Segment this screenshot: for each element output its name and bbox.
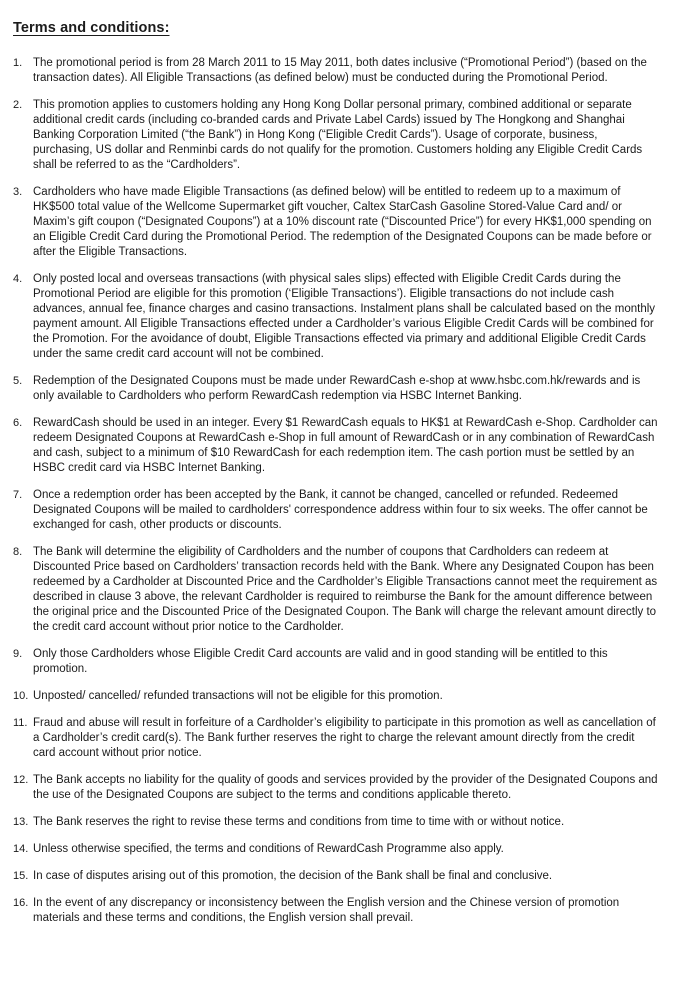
list-item bbox=[13, 488, 660, 533]
list-item bbox=[13, 869, 660, 884]
list-item bbox=[13, 716, 660, 761]
terms-list bbox=[13, 56, 660, 926]
page-title: Terms and conditions: bbox=[13, 20, 170, 36]
list-item bbox=[13, 647, 660, 677]
item-text: Cardholders who have made Eligible Transactions (as defined below) will be entitled to redeem up to a maximum of HK$500 total value of the Wellcome Supermarket gift voucher, Caltex StarCash Gasoline Stored-Value Card and/ or Maxim’s gift coupon (“Designated Coupons”) at a 10% discount rate (“Discounted Price”) for every HK$1,000 spending on an Eligible Credit Card during the Promotional Period. The redemption of the Designated Coupons can be made before or after the Eligible Transactions. bbox=[33, 186, 652, 258]
list-item bbox=[13, 56, 660, 86]
list-item bbox=[13, 98, 660, 173]
item-number: 4. bbox=[13, 273, 23, 285]
item-number: 8. bbox=[13, 546, 23, 558]
item-text: Only those Cardholders whose Eligible Credit Card accounts are valid and in good standing will be entitled to this promotion. bbox=[33, 648, 608, 675]
item-number: 5. bbox=[13, 375, 23, 387]
item-text: Only posted local and overseas transactions (with physical sales slips) effected with Eligible Credit Cards during the Promotional Period are eligible for this promotion (‘Eligible Transactions’). Eligible transactions do not include cash advances, annual fee, finance charges and casino transactions. Instalment plans shall be calculated based on the monthly payment amount. All Eligible Transactions effected under a Cardholder’s various Eligible Credit Cards will be combined for the Promotion. For the avoidance of doubt, Eligible Transactions effected via primary and additional Eligible Credit Cards under the same credit card account will not be combined. bbox=[33, 273, 656, 360]
item-text: This promotion applies to customers holding any Hong Kong Dollar personal primary, combined additional or separate additional credit cards (including co-branded cards and Private Label Cards) issued by The Hongkong and Shanghai Banking Corporation Limited (“the Bank”) in Hong Kong (“Eligible Credit Cards”). Usage of corporate, business, purchasing, US dollar and Renminbi cards do not qualify for the promotion. Customers holding any Eligible Credit Cards shall be referred to as the “Cardholders”. bbox=[33, 99, 643, 171]
item-number: 15. bbox=[13, 870, 29, 882]
item-number: 7. bbox=[13, 489, 23, 501]
list-item bbox=[13, 185, 660, 260]
list-item bbox=[13, 272, 660, 362]
item-number: 14. bbox=[13, 843, 29, 855]
item-number: 1. bbox=[13, 57, 23, 69]
item-number: 6. bbox=[13, 417, 23, 429]
list-item bbox=[13, 896, 660, 926]
list-item bbox=[13, 416, 660, 476]
item-number: 11. bbox=[13, 717, 28, 729]
item-number: 3. bbox=[13, 186, 23, 198]
item-text: Unless otherwise specified, the terms and conditions of RewardCash Programme also apply. bbox=[33, 843, 504, 855]
item-number: 13. bbox=[13, 816, 29, 828]
item-text: In the event of any discrepancy or inconsistency between the English version and the Chinese version of promotion materials and these terms and conditions, the English version shall prevail. bbox=[33, 897, 620, 924]
item-number: 12. bbox=[13, 774, 29, 786]
item-text: Unposted/ cancelled/ refunded transactions will not be eligible for this promotion. bbox=[33, 690, 443, 702]
list-item bbox=[13, 842, 660, 857]
list-item bbox=[13, 815, 660, 830]
item-text: Fraud and abuse will result in forfeiture of a Cardholder’s eligibility to participate in this promotion as well as cancellation of a Cardholder’s credit card(s). The Bank further reserves the right to charge the relevant amount directly from the credit card account without prior notice. bbox=[33, 717, 656, 759]
list-item bbox=[13, 374, 660, 404]
item-number: 16. bbox=[13, 897, 29, 909]
item-number: 2. bbox=[13, 99, 23, 111]
item-number: 9. bbox=[13, 648, 23, 660]
list-item bbox=[13, 545, 660, 635]
item-text: Once a redemption order has been accepted by the Bank, it cannot be changed, cancelled or refunded. Redeemed Designated Coupons will be mailed to cardholders' correspondence address within four to six weeks. The offer cannot be exchanged for cash, other products or discounts. bbox=[33, 489, 648, 531]
list-item bbox=[13, 689, 660, 704]
item-text: The Bank reserves the right to revise these terms and conditions from time to time with or without notice. bbox=[33, 816, 565, 828]
list-item bbox=[13, 773, 660, 803]
item-text: RewardCash should be used in an integer. Every $1 RewardCash equals to HK$1 at RewardCash e-Shop. Cardholder can redeem Designated Coupons at RewardCash e-Shop in full amount of RewardCash or in any combination of RewardCash and cash, subject to a minimum of $10 RewardCash for each redemption item. The cash portion must be settled by an HSBC credit card via HSBC Internet Banking. bbox=[33, 417, 658, 474]
item-text: The Bank accepts no liability for the quality of goods and services provided by the provider of the Designated Coupons and the use of the Designated Coupons are subject to the terms and conditions applicable thereto. bbox=[33, 774, 658, 801]
item-text: Redemption of the Designated Coupons must be made under RewardCash e-shop at www.hsbc.com.hk/rewards and is only available to Cardholders who perform RewardCash redemption via HSBC Internet Banking. bbox=[33, 375, 641, 402]
item-text: The promotional period is from 28 March 2011 to 15 May 2011, both dates inclusive (“Promotional Period”) (based on the transaction dates). All Eligible Transactions (as defined below) must be conducted during the Promotional Period. bbox=[33, 57, 647, 84]
item-number: 10. bbox=[13, 690, 29, 702]
item-text: The Bank will determine the eligibility of Cardholders and the number of coupons that Cardholders can redeem at Discounted Price based on Cardholders’ transaction records held with the Bank. Where any Designated Coupon has been redeemed by a Cardholder at Discounted Price and the Cardholder’s Eligible Transactions cannot meet the requirement as described in clause 3 above, the relevant Cardholder is required to reimburse the Bank for the amount difference between the original price and the Discounted Price of the Designated Coupon. The Bank will charge the relevant amount directly to the credit card account without prior notice to the Cardholder. bbox=[33, 546, 658, 633]
item-text: In case of disputes arising out of this promotion, the decision of the Bank shall be final and conclusive. bbox=[33, 870, 553, 882]
